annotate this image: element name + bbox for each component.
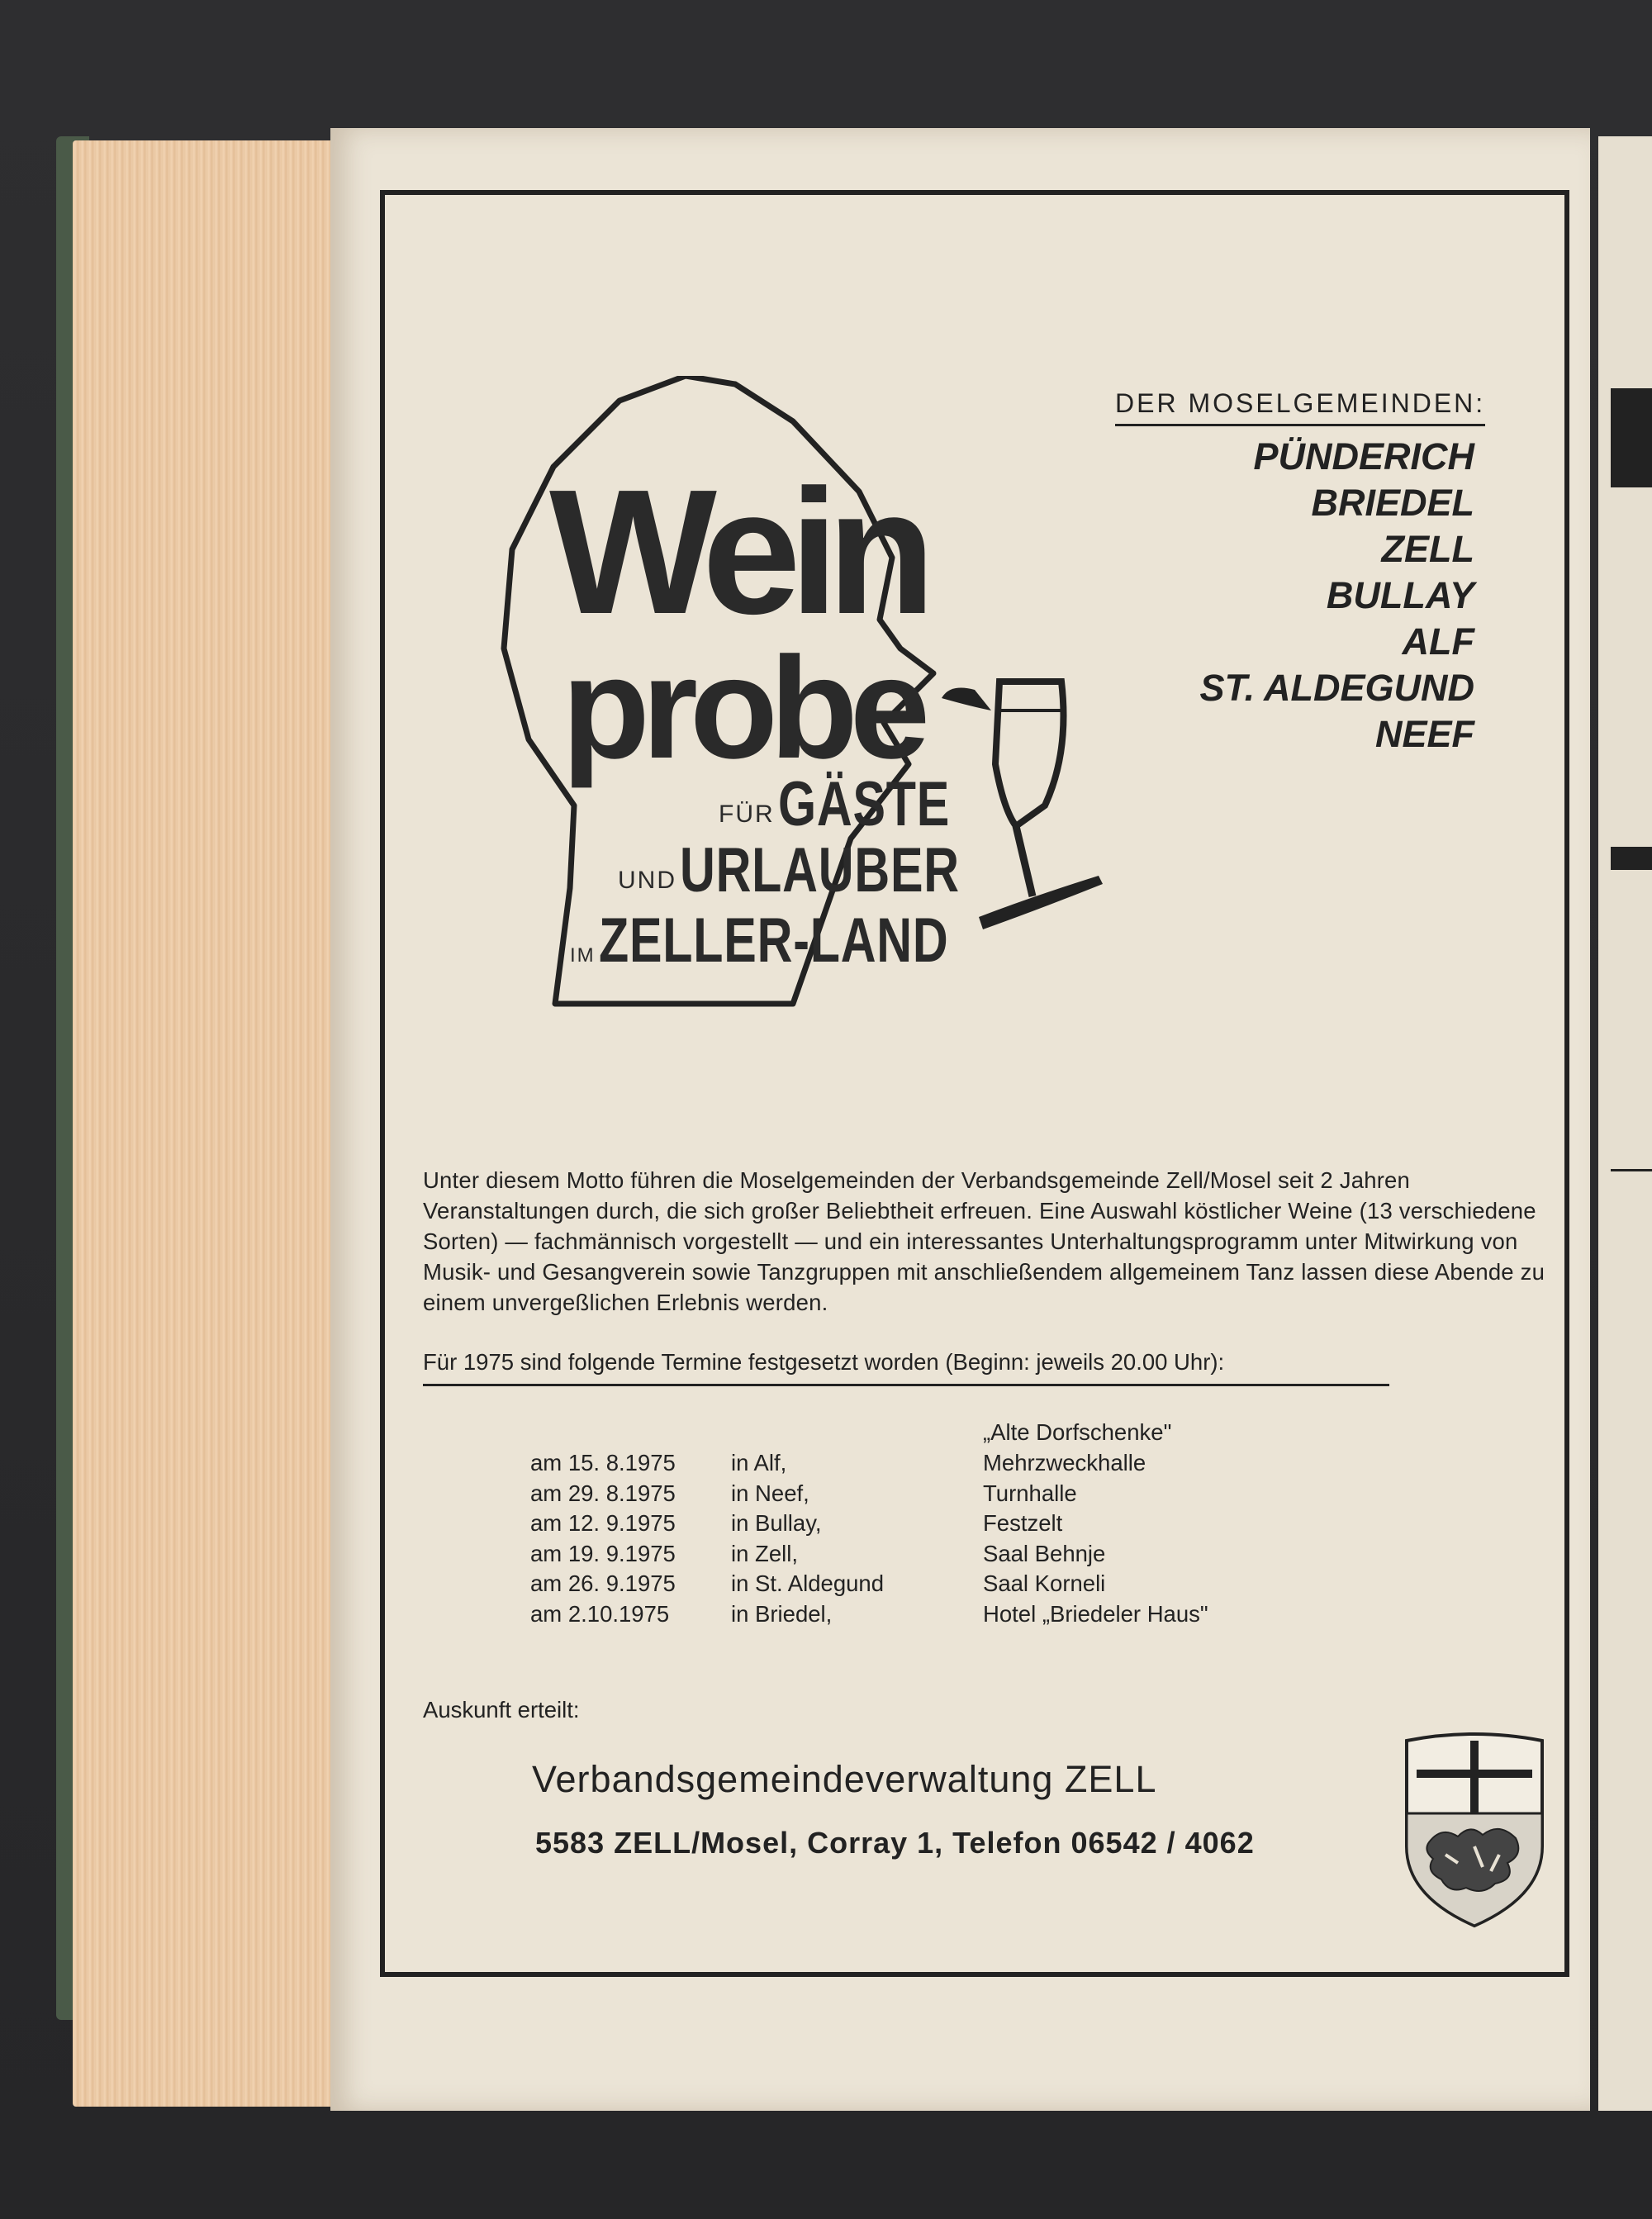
logo-word-und: UND (618, 867, 676, 894)
logo-word-im: IM (570, 944, 596, 967)
event-place: in St. Aldegund (731, 1570, 885, 1596)
event-date: am 12. 9.1975 (530, 1510, 676, 1536)
event-place: in Alf, (731, 1450, 787, 1475)
organization-name: Verbandsgemeindeverwaltung ZELL (532, 1758, 1157, 1800)
event-venue: Saal Korneli (983, 1570, 1106, 1596)
adjacent-page-rule (1611, 1169, 1652, 1171)
logo-line-zeller-land (570, 905, 1047, 976)
logo-word-fuer: FÜR (719, 801, 775, 828)
adjacent-page-dark-block (1611, 388, 1652, 487)
header-subtitle: DER MOSELGEMEINDEN: (1115, 388, 1485, 426)
event-place: in Briedel, (731, 1600, 833, 1627)
town-name: BRIEDEL (1311, 482, 1474, 524)
logo-word-urlauber: URLAUBER (680, 835, 961, 905)
town-name: ST. ALDEGUND (1199, 667, 1474, 709)
info-label: Auskunft erteilt: (423, 1697, 580, 1722)
event-venue: Saal Behnje (983, 1540, 1106, 1566)
event-date: am 29. 8.1975 (530, 1480, 676, 1506)
town-name: PÜNDERICH (1253, 435, 1474, 478)
organization-address: 5583 ZELL/Mosel, Corray 1, Telefon 06542 / 4062 (535, 1826, 1255, 1860)
body-paragraph: Unter diesem Motto führen die Moselgemeinden der Verbandsgemeinde Zell/Mosel seit 2 Jahren Veranstaltungen durch, die sich großer Beliebtheit erfreuen. Eine Auswahl köstlicher Weine (13 verschiedene Sorten) — fachmännisch vorgestellt — und ein interessantes Unterhaltungsprogramm unter Mitwirkung von Musik- und Gesangverein sowie Tanzgruppen mit anschließendem allgemeinem Tanz lassen diese Abende zu einem unvergeßlichen Erlebnis werden. (423, 1167, 1545, 1315)
event-place: in Neef, (731, 1480, 809, 1506)
logo-word-probe: probe (562, 628, 923, 789)
event-venue-first-line: „Alte Dorfschenke" (983, 1419, 1172, 1445)
event-venue: Festzelt (983, 1510, 1063, 1536)
page-edges (73, 140, 337, 2107)
event-date: am 26. 9.1975 (530, 1570, 676, 1596)
logo-word-zeller-land: ZELLER-LAND (599, 905, 949, 976)
event-venue: Mehrzweckhalle (983, 1450, 1146, 1475)
event-date: am 15. 8.1975 (530, 1450, 676, 1475)
event-venue: Turnhalle (983, 1480, 1077, 1506)
event-place: in Bullay, (731, 1510, 822, 1536)
coat-of-arms-icon (1400, 1731, 1549, 1929)
town-name: BULLAY (1326, 574, 1474, 616)
logo-line-urlauber (618, 834, 1039, 906)
town-name: ZELL (1381, 528, 1474, 570)
town-name: NEEF (1374, 713, 1474, 755)
dates-heading: Für 1975 sind folgende Termine festgesetzt worden (Beginn: jeweils 20.00 Uhr): (423, 1349, 1389, 1386)
adjacent-page-dark-block (1611, 847, 1652, 870)
adjacent-page-fragment (1598, 136, 1652, 2111)
logo-word-gaeste: GÄSTE (778, 769, 951, 839)
logo-line-gaeste (719, 768, 999, 840)
event-place: in Zell, (731, 1540, 798, 1566)
logo-word-wein: Wein (549, 452, 924, 651)
event-venue: Hotel „Briedeler Haus" (983, 1600, 1208, 1627)
town-name: ALF (1402, 620, 1474, 663)
event-date: am 19. 9.1975 (530, 1540, 676, 1566)
event-date: am 2.10.1975 (530, 1600, 670, 1627)
